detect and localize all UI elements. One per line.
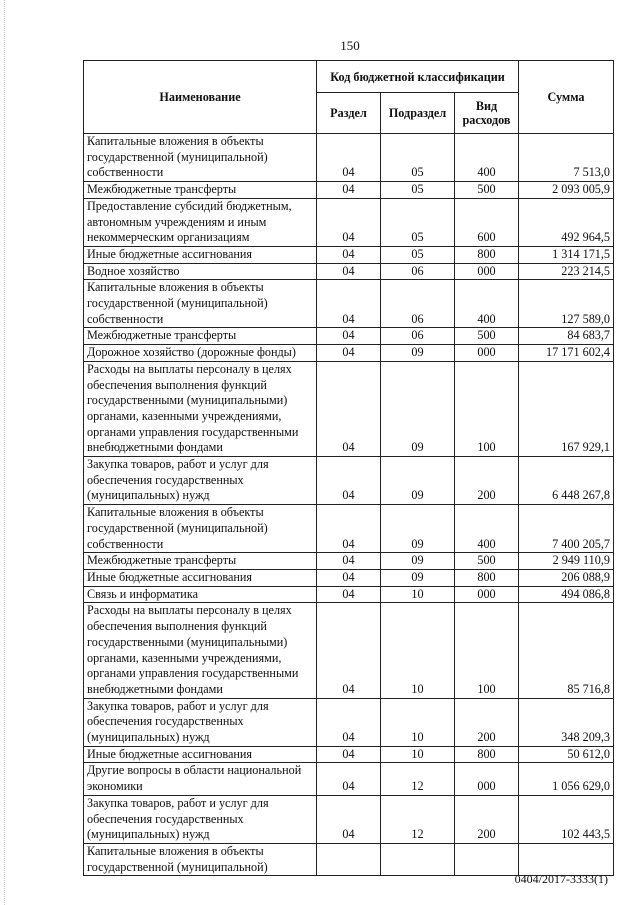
cell-name: Другие вопросы в области национальной экономики — [84, 763, 317, 795]
cell-section: 04 — [317, 586, 381, 603]
cell-subsection: 06 — [381, 328, 455, 345]
table-row — [84, 698, 614, 746]
cell-name: Дорожное хозяйство (дорожные фонды) — [84, 345, 317, 362]
cell-subsection: 09 — [381, 569, 455, 586]
cell-amount: 84 683,7 — [519, 328, 614, 345]
cell-amount: 7 400 205,7 — [519, 505, 614, 553]
cell-section: 04 — [317, 328, 381, 345]
cell-expense-type: 800 — [455, 246, 519, 263]
cell-subsection: 10 — [381, 746, 455, 763]
cell-section: 04 — [317, 505, 381, 553]
cell-name: Межбюджетные трансферты — [84, 553, 317, 570]
cell-expense-type: 500 — [455, 553, 519, 570]
table-row — [84, 134, 614, 182]
cell-amount: 206 088,9 — [519, 569, 614, 586]
table-row — [84, 263, 614, 280]
budget-table — [83, 60, 614, 876]
cell-expense-type: 800 — [455, 746, 519, 763]
cell-subsection: 12 — [381, 795, 455, 843]
table-row — [84, 505, 614, 553]
cell-section: 04 — [317, 345, 381, 362]
cell-name: Закупка товаров, работ и услуг для обеспечения государственных (муниципальных) нужд — [84, 795, 317, 843]
cell-subsection: 10 — [381, 586, 455, 603]
cell-section: 04 — [317, 263, 381, 280]
table-row — [84, 553, 614, 570]
table-row — [84, 795, 614, 843]
cell-amount: 85 716,8 — [519, 603, 614, 698]
cell-amount: 50 612,0 — [519, 746, 614, 763]
cell-amount: 6 448 267,8 — [519, 457, 614, 505]
cell-section: 04 — [317, 795, 381, 843]
cell-amount: 167 929,1 — [519, 361, 614, 456]
cell-expense-type: 500 — [455, 328, 519, 345]
cell-name: Иные бюджетные ассигнования — [84, 246, 317, 263]
cell-amount: 2 093 005,9 — [519, 182, 614, 199]
cell-amount — [519, 843, 614, 875]
cell-section: 04 — [317, 603, 381, 698]
cell-amount: 102 443,5 — [519, 795, 614, 843]
table-body — [84, 134, 614, 876]
cell-expense-type — [455, 843, 519, 875]
cell-section: 04 — [317, 182, 381, 199]
cell-amount: 494 086,8 — [519, 586, 614, 603]
table-row — [84, 746, 614, 763]
cell-expense-type: 000 — [455, 586, 519, 603]
table-row — [84, 361, 614, 456]
cell-amount: 492 964,5 — [519, 198, 614, 246]
table-row — [84, 457, 614, 505]
header-subsection: Подраздел — [381, 93, 455, 134]
cell-amount: 1 314 171,5 — [519, 246, 614, 263]
table-header — [84, 61, 614, 134]
cell-name: Закупка товаров, работ и услуг для обеспечения государственных (муниципальных) нужд — [84, 698, 317, 746]
cell-name: Связь и информатика — [84, 586, 317, 603]
cell-subsection: 06 — [381, 263, 455, 280]
cell-section: 04 — [317, 553, 381, 570]
cell-expense-type: 100 — [455, 361, 519, 456]
cell-subsection: 10 — [381, 603, 455, 698]
cell-subsection: 05 — [381, 246, 455, 263]
cell-amount: 17 171 602,4 — [519, 345, 614, 362]
table-row — [84, 843, 614, 875]
cell-expense-type: 400 — [455, 505, 519, 553]
table-row — [84, 603, 614, 698]
table-row — [84, 328, 614, 345]
cell-section: 04 — [317, 134, 381, 182]
header-code-group: Код бюджетной классификации — [317, 61, 519, 93]
table-row — [84, 198, 614, 246]
cell-expense-type: 200 — [455, 457, 519, 505]
cell-name: Межбюджетные трансферты — [84, 328, 317, 345]
table-row — [84, 246, 614, 263]
cell-subsection: 05 — [381, 134, 455, 182]
header-amount: Сумма — [519, 61, 614, 134]
cell-section: 04 — [317, 569, 381, 586]
table-row — [84, 280, 614, 328]
cell-subsection: 09 — [381, 505, 455, 553]
cell-subsection: 10 — [381, 698, 455, 746]
cell-amount: 7 513,0 — [519, 134, 614, 182]
cell-expense-type: 000 — [455, 763, 519, 795]
cell-expense-type: 200 — [455, 698, 519, 746]
cell-name: Расходы на выплаты персоналу в целях обеспечения выполнения функций государственными (муниципальными) органами, казенными учреждениями, органами управления государственными внебюджетными фондами — [84, 361, 317, 456]
cell-name: Иные бюджетные ассигнования — [84, 746, 317, 763]
cell-expense-type: 800 — [455, 569, 519, 586]
cell-expense-type: 100 — [455, 603, 519, 698]
cell-name: Капитальные вложения в объекты государственной (муниципальной) собственности — [84, 134, 317, 182]
cell-name: Расходы на выплаты персоналу в целях обеспечения выполнения функций государственными (муниципальными) органами, казенными учреждениями, органами управления государственными внебюджетными фондами — [84, 603, 317, 698]
table-row — [84, 182, 614, 199]
cell-subsection: 05 — [381, 182, 455, 199]
cell-section: 04 — [317, 746, 381, 763]
cell-subsection: 09 — [381, 361, 455, 456]
cell-name: Капитальные вложения в объекты государственной (муниципальной) собственности — [84, 280, 317, 328]
scan-edge-mark — [4, 0, 6, 905]
cell-name: Межбюджетные трансферты — [84, 182, 317, 199]
cell-subsection: 09 — [381, 345, 455, 362]
cell-name: Водное хозяйство — [84, 263, 317, 280]
table-row — [84, 345, 614, 362]
cell-section: 04 — [317, 457, 381, 505]
cell-subsection: 12 — [381, 763, 455, 795]
cell-section: 04 — [317, 361, 381, 456]
cell-expense-type: 400 — [455, 280, 519, 328]
cell-subsection: 09 — [381, 457, 455, 505]
cell-name: Капитальные вложения в объекты государственной (муниципальной) собственности — [84, 505, 317, 553]
cell-expense-type: 000 — [455, 345, 519, 362]
cell-section: 04 — [317, 763, 381, 795]
cell-subsection: 09 — [381, 553, 455, 570]
cell-name: Иные бюджетные ассигнования — [84, 569, 317, 586]
document-code: 0404/2017-3333(1) — [514, 872, 608, 886]
cell-expense-type: 500 — [455, 182, 519, 199]
cell-section — [317, 843, 381, 875]
cell-name: Предоставление субсидий бюджетным, автономным учреждениям и иным некоммерческим организациям — [84, 198, 317, 246]
cell-section: 04 — [317, 198, 381, 246]
table-row — [84, 569, 614, 586]
header-name: Наименование — [84, 61, 317, 134]
cell-amount: 1 056 629,0 — [519, 763, 614, 795]
cell-amount: 2 949 110,9 — [519, 553, 614, 570]
cell-section: 04 — [317, 280, 381, 328]
table-row — [84, 763, 614, 795]
cell-expense-type: 200 — [455, 795, 519, 843]
cell-subsection — [381, 843, 455, 875]
cell-name: Капитальные вложения в объекты государственной (муниципальной) — [84, 843, 317, 875]
cell-amount: 223 214,5 — [519, 263, 614, 280]
header-section: Раздел — [317, 93, 381, 134]
cell-amount: 127 589,0 — [519, 280, 614, 328]
cell-subsection: 06 — [381, 280, 455, 328]
page-number: 150 — [340, 38, 360, 53]
cell-subsection: 05 — [381, 198, 455, 246]
cell-section: 04 — [317, 698, 381, 746]
cell-name: Закупка товаров, работ и услуг для обеспечения государственных (муниципальных) нужд — [84, 457, 317, 505]
cell-amount: 348 209,3 — [519, 698, 614, 746]
cell-expense-type: 000 — [455, 263, 519, 280]
table-row — [84, 586, 614, 603]
header-expense-type: Вид расходов — [455, 93, 519, 134]
cell-section: 04 — [317, 246, 381, 263]
cell-expense-type: 600 — [455, 198, 519, 246]
cell-expense-type: 400 — [455, 134, 519, 182]
